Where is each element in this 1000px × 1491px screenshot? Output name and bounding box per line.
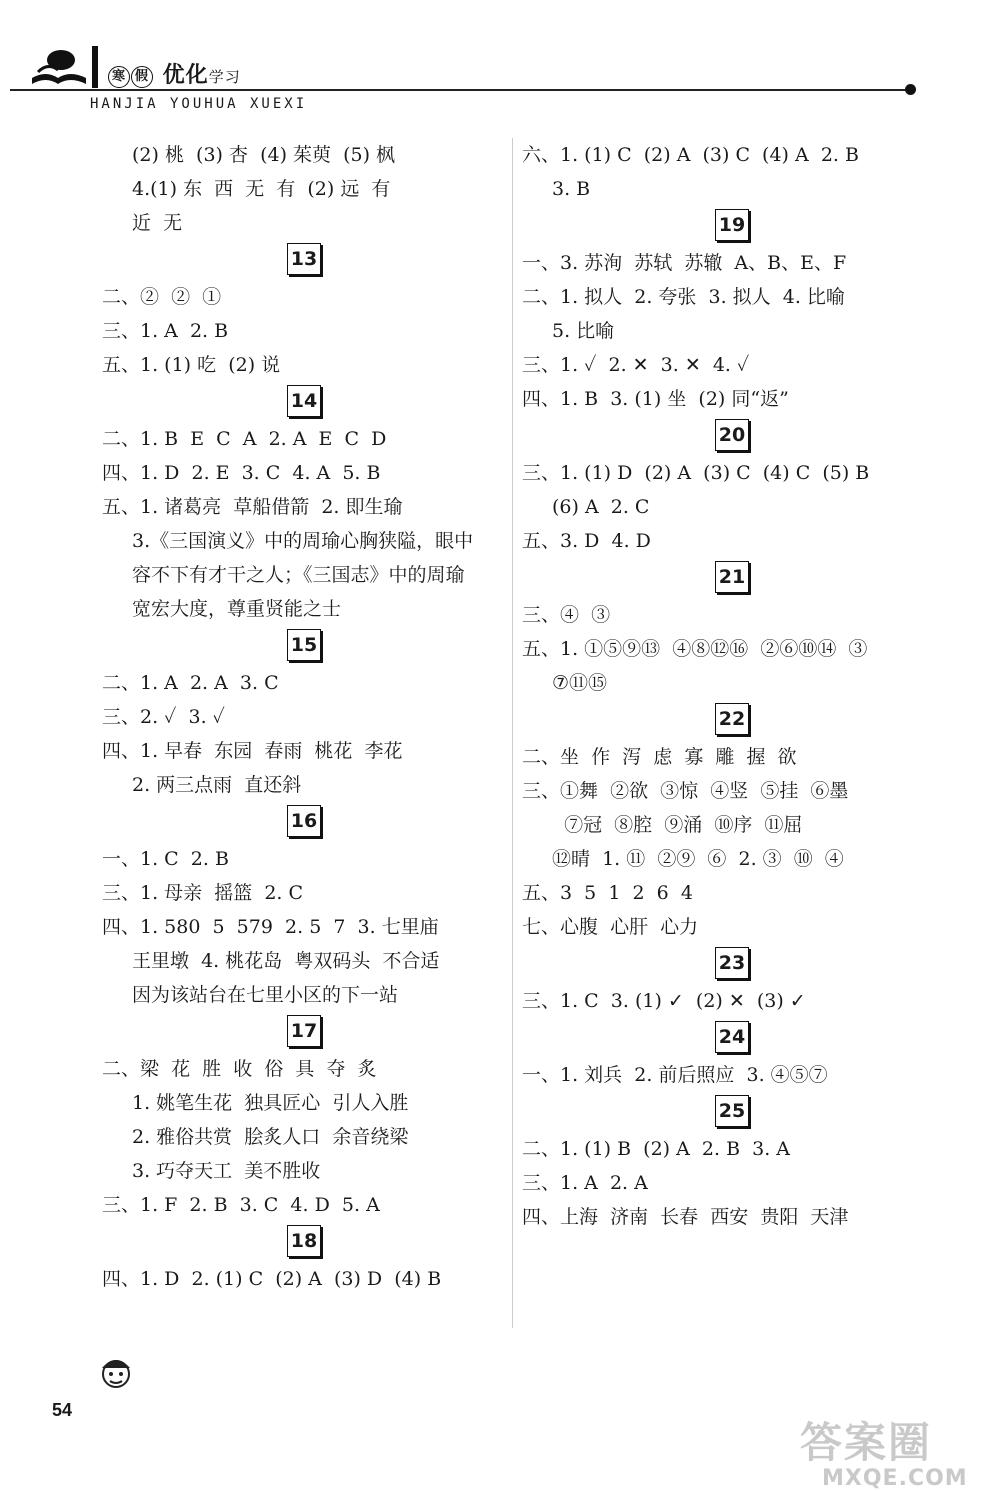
answer-line: 宽宏大度，尊重贤能之士 xyxy=(132,598,342,620)
answer-line: 二、1. (1) B (2) A 2. B 3. A xyxy=(522,1138,791,1160)
section-number: 17 xyxy=(287,1015,321,1047)
book-reader-icon xyxy=(28,48,90,90)
answer-line: (2) 桃 (3) 杏 (4) 茱萸 (5) 枫 xyxy=(132,144,396,166)
answer-column-right xyxy=(522,138,942,1234)
answer-line: 因为该站台在七里小区的下一站 xyxy=(132,984,399,1006)
answer-line: 三、1. A 2. A xyxy=(522,1172,648,1194)
answer-line: 五、1. (1) 吃 (2) 说 xyxy=(102,354,281,376)
answer-line: 五、3. D 4. D xyxy=(522,530,651,552)
answer-line: 二、1. 拟人 2. 夸张 3. 拟人 4. 比喻 xyxy=(522,286,845,308)
answer-line: 王里墩 4. 桃花岛 粤双码头 不合适 xyxy=(132,950,440,972)
answer-line: 三、1. 母亲 摇篮 2. C xyxy=(102,882,304,904)
section-heading xyxy=(522,700,942,740)
answer-line: 一、3. 苏洵 苏轼 苏辙 A、B、E、F xyxy=(522,252,847,274)
section-number: 18 xyxy=(287,1225,321,1257)
watermark-text: 答案圈 xyxy=(800,1418,933,1467)
watermark xyxy=(800,1410,968,1491)
section-number: 21 xyxy=(715,561,749,593)
section-number: 23 xyxy=(715,947,749,979)
answer-line: 二、坐 作 泻 虑 寡 雕 握 欲 xyxy=(522,746,797,768)
answer-line: 二、② ② ① xyxy=(102,286,222,308)
answer-line: 四、1. D 2. (1) C (2) A (3) D (4) B xyxy=(102,1268,442,1290)
answer-line: ⑫晴 1. ⑪ ②⑨ ⑥ 2. ③ ⑩ ④ xyxy=(552,848,844,870)
page-number: 54 xyxy=(52,1400,73,1420)
answer-line: 3. B xyxy=(552,178,591,200)
section-heading xyxy=(522,206,942,246)
brand-main: 优化 xyxy=(162,62,209,88)
section-heading xyxy=(102,626,506,666)
section-heading xyxy=(102,1012,506,1052)
answer-line: 三、1. A 2. B xyxy=(102,320,229,342)
section-heading xyxy=(102,240,506,280)
answer-line: 五、1. 诸葛亮 草船借箭 2. 即生瑜 xyxy=(102,496,403,518)
brand-circle-2: 假 xyxy=(131,66,153,88)
answer-line: 近 无 xyxy=(132,212,183,234)
answer-line: 容不下有才干之人；《三国志》中的周瑜 xyxy=(132,564,465,586)
section-heading xyxy=(102,802,506,842)
section-number: 15 xyxy=(287,629,321,661)
answer-line: ⑦⑪⑮ xyxy=(552,672,608,694)
answer-line: 四、1. D 2. E 3. C 4. A 5. B xyxy=(102,462,381,484)
brand-pinyin: HANJIA YOUHUA XUEXI xyxy=(90,96,308,112)
brand-small: 学习 xyxy=(208,68,241,86)
answer-line: 五、1. ①⑤⑨⑬ ④⑧⑫⑯ ②⑥⑩⑭ ③ xyxy=(522,638,868,660)
answer-line: 三、1. F 2. B 3. C 4. D 5. A xyxy=(102,1194,380,1216)
answer-line: 2. 雅俗共赏 脍炙人口 余音绕梁 xyxy=(132,1126,409,1148)
brand-circle-1: 寒 xyxy=(108,66,130,88)
section-heading xyxy=(522,1018,942,1058)
column-divider xyxy=(512,138,513,1328)
header-bar xyxy=(92,46,98,88)
answer-line: (6) A 2. C xyxy=(552,496,650,518)
section-number: 14 xyxy=(287,385,321,417)
section-number: 24 xyxy=(715,1021,749,1053)
answer-line: 三、1. C 3. (1) ✓ (2) ✕ (3) ✓ xyxy=(522,990,806,1012)
section-heading xyxy=(102,1222,506,1262)
answer-line: 三、1. (1) D (2) A (3) C (4) C (5) B xyxy=(522,462,870,484)
answer-line: 5. 比喻 xyxy=(552,320,615,342)
answer-line: 一、1. C 2. B xyxy=(102,848,229,870)
answer-line: 二、1. A 2. A 3. C xyxy=(102,672,279,694)
answer-line: 一、1. 刘兵 2. 前后照应 3. ④⑤⑦ xyxy=(522,1064,828,1086)
section-number: 16 xyxy=(287,805,321,837)
answer-line: 3.《三国演义》中的周瑜心胸狭隘，眼中 xyxy=(132,530,474,552)
section-heading xyxy=(522,944,942,984)
mascot-icon xyxy=(96,1352,136,1396)
answer-line: 二、梁 花 胜 收 俗 具 夺 炙 xyxy=(102,1058,377,1080)
answer-line: 二、1. B E C A 2. A E C D xyxy=(102,428,387,450)
answer-line: ⑦冠 ⑧腔 ⑨涌 ⑩序 ⑪屈 xyxy=(552,814,803,836)
section-number: 13 xyxy=(287,243,321,275)
header-rule xyxy=(10,89,910,91)
answer-line: 4.(1) 东 西 无 有 (2) 远 有 xyxy=(132,178,391,200)
answer-line: 五、3 5 1 2 6 4 xyxy=(522,882,693,904)
section-heading xyxy=(522,416,942,456)
answer-line: 四、上海 济南 长春 西安 贵阳 天津 xyxy=(522,1206,849,1228)
section-number: 22 xyxy=(715,703,749,735)
answer-line: 四、1. 580 5 579 2. 5 7 3. 七里庙 xyxy=(102,916,439,938)
answer-line: 1. 姚笔生花 独具匠心 引人入胜 xyxy=(132,1092,409,1114)
answer-line: 四、1. B 3. (1) 坐 (2) 同“返” xyxy=(522,388,789,410)
page-header xyxy=(0,0,1000,120)
header-dot xyxy=(905,84,916,95)
answer-line: 三、①舞 ②欲 ③惊 ④竖 ⑤挂 ⑥墨 xyxy=(522,780,849,802)
answer-line: 七、心腹 心肝 心力 xyxy=(522,916,699,938)
answer-column-left xyxy=(102,138,506,1296)
watermark-url: MXQE.COM xyxy=(822,1466,968,1491)
answer-line: 四、1. 早春 东园 春雨 桃花 李花 xyxy=(102,740,403,762)
section-heading xyxy=(522,1092,942,1132)
answer-line: 三、④ ③ xyxy=(522,604,611,626)
answer-line: 三、2. ✓ 3. ✓ xyxy=(102,706,225,728)
answer-line: 2. 两三点雨 直还斜 xyxy=(132,774,302,796)
section-number: 25 xyxy=(715,1095,749,1127)
section-heading xyxy=(522,558,942,598)
brand-title xyxy=(108,58,241,89)
answer-line: 六、1. (1) C (2) A (3) C (4) A 2. B xyxy=(522,144,859,166)
answer-line: 三、1. ✓ 2. ✕ 3. ✕ 4. ✓ xyxy=(522,354,750,376)
section-number: 20 xyxy=(715,419,749,451)
section-heading xyxy=(102,382,506,422)
answer-line: 3. 巧夺天工 美不胜收 xyxy=(132,1160,321,1182)
section-number: 19 xyxy=(715,209,749,241)
